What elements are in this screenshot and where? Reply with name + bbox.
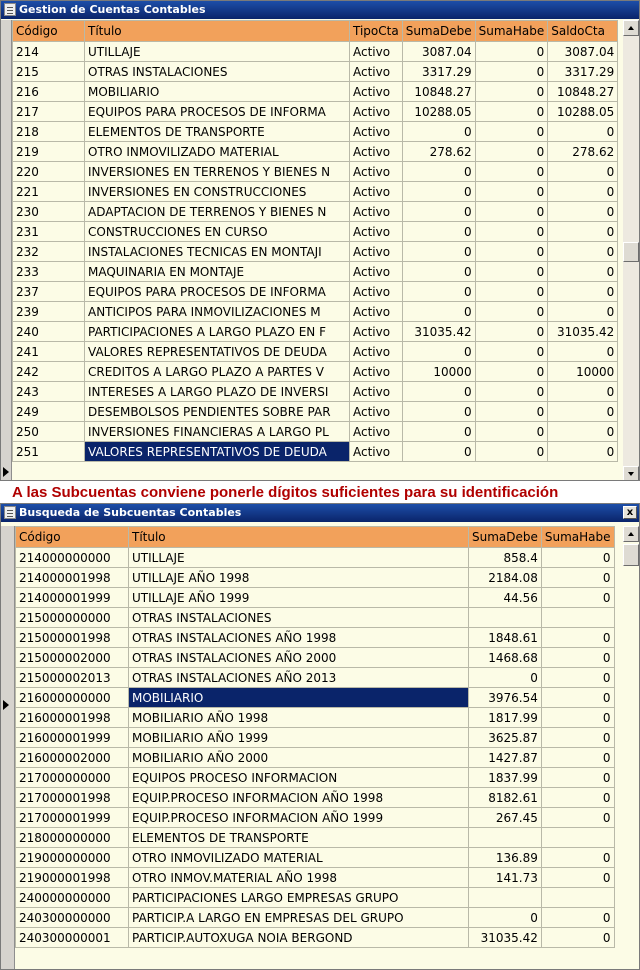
cell-sumadebe[interactable]: 858.4 [469, 548, 542, 568]
column-header-titulo[interactable]: Título [85, 21, 350, 42]
cell-titulo[interactable]: PARTICIPACIONES A LARGO PLAZO EN F [85, 322, 350, 342]
table-row[interactable] [13, 242, 618, 262]
cell-codigo[interactable]: 216 [13, 82, 85, 102]
cell-saldocta[interactable]: 0 [548, 342, 618, 362]
app-icon [4, 3, 16, 16]
cell-titulo[interactable]: UTILLAJE [129, 548, 469, 568]
cell-saldocta[interactable]: 278.62 [548, 142, 618, 162]
cell-sumahabe[interactable]: 0 [475, 222, 548, 242]
cell-tipocta[interactable]: Activo [350, 342, 403, 362]
cell-sumahabe[interactable] [541, 828, 614, 848]
table-row[interactable] [13, 102, 618, 122]
cell-titulo[interactable]: OTRAS INSTALACIONES [85, 62, 350, 82]
table-row[interactable] [16, 548, 615, 568]
cell-codigo[interactable]: 241 [13, 342, 85, 362]
cell-sumahabe[interactable]: 0 [475, 262, 548, 282]
cell-titulo[interactable]: INVERSIONES FINANCIERAS A LARGO PL [85, 422, 350, 442]
cell-codigo[interactable]: 214 [13, 42, 85, 62]
cell-titulo[interactable]: OTRAS INSTALACIONES [129, 608, 469, 628]
cell-titulo[interactable]: MOBILIARIO AÑO 1998 [129, 708, 469, 728]
cell-sumahabe[interactable]: 0 [475, 382, 548, 402]
accounts-vertical-scrollbar[interactable] [623, 20, 639, 481]
cell-titulo[interactable]: UTILLAJE [85, 42, 350, 62]
cell-codigo[interactable]: 216000000000 [16, 688, 129, 708]
table-row[interactable] [13, 282, 618, 302]
cell-saldocta[interactable]: 0 [548, 282, 618, 302]
scroll-up-arrow-icon[interactable] [623, 20, 639, 36]
cell-sumadebe[interactable]: 0 [402, 442, 475, 462]
cell-sumadebe[interactable]: 31035.42 [469, 928, 542, 948]
cell-tipocta[interactable]: Activo [350, 242, 403, 262]
cell-sumahabe[interactable]: 0 [541, 588, 614, 608]
cell-sumadebe[interactable]: 8182.61 [469, 788, 542, 808]
cell-titulo[interactable]: PARTICIP.A LARGO EN EMPRESAS DEL GRUPO [129, 908, 469, 928]
cell-sumadebe[interactable]: 10848.27 [402, 82, 475, 102]
cell-sumahabe[interactable]: 0 [541, 628, 614, 648]
table-row[interactable] [16, 628, 615, 648]
cell-titulo[interactable]: MOBILIARIO AÑO 1999 [129, 728, 469, 748]
cell-sumadebe[interactable] [469, 828, 542, 848]
table-row[interactable] [16, 748, 615, 768]
cell-codigo[interactable]: 217 [13, 102, 85, 122]
column-header-codigo[interactable]: Código [13, 21, 85, 42]
cell-titulo[interactable]: OTRAS INSTALACIONES AÑO 2000 [129, 648, 469, 668]
cell-codigo[interactable]: 219000000000 [16, 848, 129, 868]
cell-codigo[interactable]: 215000002000 [16, 648, 129, 668]
cell-tipocta[interactable]: Activo [350, 142, 403, 162]
column-header-titulo[interactable]: Título [129, 527, 469, 548]
cell-sumahabe[interactable]: 0 [475, 242, 548, 262]
cell-sumadebe[interactable]: 0 [402, 402, 475, 422]
accounts-window-titlebar[interactable] [1, 1, 639, 19]
cell-tipocta[interactable]: Activo [350, 282, 403, 302]
caption-text: A las Subcuentas conviene ponerle dígitos suficientes para su identificación [12, 484, 559, 501]
cell-tipocta[interactable]: Activo [350, 162, 403, 182]
cell-titulo[interactable]: OTRO INMOVILIZADO MATERIAL [85, 142, 350, 162]
cell-saldocta[interactable]: 0 [548, 222, 618, 242]
cell-codigo[interactable]: 214000001998 [16, 568, 129, 588]
cell-titulo[interactable]: OTRO INMOVILIZADO MATERIAL [129, 848, 469, 868]
subaccounts-vertical-scrollbar[interactable] [623, 526, 639, 970]
table-row[interactable] [16, 848, 615, 868]
cell-saldocta[interactable]: 0 [548, 202, 618, 222]
cell-codigo[interactable]: 215000002013 [16, 668, 129, 688]
table-row[interactable] [13, 322, 618, 342]
cell-saldocta[interactable]: 0 [548, 182, 618, 202]
cell-sumadebe[interactable]: 3625.87 [469, 728, 542, 748]
column-header-sumadebe[interactable]: SumaDebe [402, 21, 475, 42]
cell-tipocta[interactable]: Activo [350, 362, 403, 382]
cell-sumahabe[interactable]: 0 [475, 422, 548, 442]
table-row[interactable] [16, 768, 615, 788]
cell-saldocta[interactable]: 0 [548, 242, 618, 262]
table-row[interactable] [16, 588, 615, 608]
cell-sumahabe[interactable]: 0 [541, 868, 614, 888]
cell-sumahabe[interactable] [541, 888, 614, 908]
cell-codigo[interactable]: 219000001998 [16, 868, 129, 888]
cell-codigo[interactable]: 216000001998 [16, 708, 129, 728]
cell-sumahabe[interactable]: 0 [541, 748, 614, 768]
table-row[interactable] [13, 202, 618, 222]
cell-sumadebe[interactable]: 1427.87 [469, 748, 542, 768]
cell-sumadebe[interactable]: 1468.68 [469, 648, 542, 668]
cell-titulo[interactable]: INTERESES A LARGO PLAZO DE INVERSI [85, 382, 350, 402]
cell-codigo[interactable]: 217000001999 [16, 808, 129, 828]
cell-titulo[interactable]: EQUIPOS PARA PROCESOS DE INFORMA [85, 102, 350, 122]
cell-titulo[interactable]: INSTALACIONES TECNICAS EN MONTAJI [85, 242, 350, 262]
cell-sumahabe[interactable]: 0 [541, 688, 614, 708]
cell-saldocta[interactable]: 0 [548, 162, 618, 182]
cell-sumadebe[interactable]: 10288.05 [402, 102, 475, 122]
cell-codigo[interactable]: 230 [13, 202, 85, 222]
table-row[interactable] [16, 608, 615, 628]
cell-sumahabe[interactable]: 0 [475, 62, 548, 82]
cell-tipocta[interactable]: Activo [350, 382, 403, 402]
cell-codigo[interactable]: 231 [13, 222, 85, 242]
cell-sumahabe[interactable]: 0 [541, 728, 614, 748]
cell-sumadebe[interactable] [469, 608, 542, 628]
cell-titulo[interactable]: MOBILIARIO [85, 82, 350, 102]
cell-saldocta[interactable]: 10000 [548, 362, 618, 382]
cell-codigo[interactable]: 232 [13, 242, 85, 262]
cell-sumahabe[interactable]: 0 [475, 362, 548, 382]
cell-codigo[interactable]: 214000000000 [16, 548, 129, 568]
table-row[interactable] [16, 668, 615, 688]
accounts-grid [12, 20, 618, 462]
cell-tipocta[interactable]: Activo [350, 402, 403, 422]
table-row[interactable] [16, 828, 615, 848]
cell-sumadebe[interactable]: 0 [402, 182, 475, 202]
cell-sumadebe[interactable]: 0 [402, 202, 475, 222]
cell-codigo[interactable]: 240300000001 [16, 928, 129, 948]
table-row[interactable] [16, 688, 615, 708]
table-row[interactable] [13, 142, 618, 162]
cell-sumadebe[interactable]: 1837.99 [469, 768, 542, 788]
table-row[interactable] [13, 362, 618, 382]
accounts-window-title: Gestion de Cuentas Contables [19, 3, 206, 16]
cell-sumadebe[interactable]: 0 [402, 162, 475, 182]
cell-sumadebe[interactable]: 1817.99 [469, 708, 542, 728]
column-header-tipocta[interactable]: TipoCta [350, 21, 403, 42]
table-row[interactable] [16, 868, 615, 888]
cell-codigo[interactable]: 220 [13, 162, 85, 182]
cell-saldocta[interactable]: 0 [548, 122, 618, 142]
table-row[interactable] [13, 62, 618, 82]
cell-titulo[interactable]: EQUIPOS PROCESO INFORMACION [129, 768, 469, 788]
cell-codigo[interactable]: 249 [13, 402, 85, 422]
cell-sumadebe[interactable]: 3087.04 [402, 42, 475, 62]
table-row[interactable] [16, 728, 615, 748]
cell-sumadebe[interactable]: 267.45 [469, 808, 542, 828]
cell-titulo[interactable]: PARTICIP.AUTOXUGA NOIA BERGOND [129, 928, 469, 948]
column-header-sumahabe[interactable]: SumaHabe [541, 527, 614, 548]
cell-codigo[interactable]: 233 [13, 262, 85, 282]
subaccounts-grid [15, 526, 615, 948]
cell-codigo[interactable]: 216000002000 [16, 748, 129, 768]
cell-sumadebe[interactable]: 0 [402, 242, 475, 262]
table-row[interactable] [13, 122, 618, 142]
cell-titulo[interactable]: ADAPTACION DE TERRENOS Y BIENES N [85, 202, 350, 222]
cell-sumahabe[interactable]: 0 [475, 122, 548, 142]
subaccounts-window-title: Busqueda de Subcuentas Contables [19, 506, 242, 519]
cell-saldocta[interactable]: 0 [548, 442, 618, 462]
cell-saldocta[interactable]: 3317.29 [548, 62, 618, 82]
cell-codigo[interactable]: 214000001999 [16, 588, 129, 608]
cell-sumahabe[interactable]: 0 [475, 42, 548, 62]
cell-sumahabe[interactable]: 0 [541, 768, 614, 788]
cell-tipocta[interactable]: Activo [350, 122, 403, 142]
cell-saldocta[interactable]: 10288.05 [548, 102, 618, 122]
cell-sumadebe[interactable] [469, 888, 542, 908]
table-row[interactable] [16, 568, 615, 588]
table-row[interactable] [13, 42, 618, 62]
scroll-thumb[interactable] [623, 242, 639, 262]
table-row[interactable] [16, 708, 615, 728]
cell-titulo[interactable]: OTRAS INSTALACIONES AÑO 2013 [129, 668, 469, 688]
cell-saldocta[interactable]: 0 [548, 262, 618, 282]
column-header-saldocta[interactable]: SaldoCta [548, 21, 618, 42]
cell-sumadebe[interactable]: 3976.54 [469, 688, 542, 708]
cell-codigo[interactable]: 218000000000 [16, 828, 129, 848]
cell-sumahabe[interactable]: 0 [475, 102, 548, 122]
cell-titulo[interactable]: EQUIP.PROCESO INFORMACION AÑO 1998 [129, 788, 469, 808]
cell-sumahabe[interactable]: 0 [475, 442, 548, 462]
cell-tipocta[interactable]: Activo [350, 82, 403, 102]
cell-sumahabe[interactable]: 0 [475, 282, 548, 302]
cell-sumahabe[interactable]: 0 [541, 568, 614, 588]
cell-titulo[interactable]: OTRO INMOV.MATERIAL AÑO 1998 [129, 868, 469, 888]
cell-saldocta[interactable]: 0 [548, 422, 618, 442]
cell-sumahabe[interactable] [541, 608, 614, 628]
cell-saldocta[interactable]: 0 [548, 402, 618, 422]
cell-titulo[interactable]: VALORES REPRESENTATIVOS DE DEUDA [85, 342, 350, 362]
cell-sumahabe[interactable]: 0 [541, 708, 614, 728]
cell-tipocta[interactable]: Activo [350, 182, 403, 202]
table-row[interactable] [16, 808, 615, 828]
table-row[interactable] [16, 928, 615, 948]
cell-tipocta[interactable]: Activo [350, 302, 403, 322]
table-row[interactable] [13, 162, 618, 182]
cell-sumahabe[interactable]: 0 [541, 848, 614, 868]
cell-sumahabe[interactable]: 0 [541, 788, 614, 808]
cell-sumahabe[interactable]: 0 [541, 548, 614, 568]
table-row[interactable] [16, 888, 615, 908]
cell-titulo[interactable]: ANTICIPOS PARA INMOVILIZACIONES M [85, 302, 350, 322]
scroll-thumb[interactable] [623, 544, 639, 566]
table-row[interactable] [13, 182, 618, 202]
cell-sumahabe[interactable]: 0 [541, 808, 614, 828]
cell-saldocta[interactable]: 3087.04 [548, 42, 618, 62]
cell-tipocta[interactable]: Activo [350, 322, 403, 342]
table-row[interactable] [13, 222, 618, 242]
cell-sumadebe[interactable]: 10000 [402, 362, 475, 382]
cell-sumadebe[interactable]: 3317.29 [402, 62, 475, 82]
scroll-down-arrow-icon[interactable] [623, 466, 639, 481]
current-record-pointer-icon [3, 467, 9, 477]
cell-titulo[interactable]: INVERSIONES EN CONSTRUCCIONES [85, 182, 350, 202]
cell-titulo[interactable]: CREDITOS A LARGO PLAZO A PARTES V [85, 362, 350, 382]
table-row[interactable] [13, 382, 618, 402]
cell-codigo[interactable]: 239 [13, 302, 85, 322]
cell-sumahabe[interactable]: 0 [541, 648, 614, 668]
cell-sumadebe[interactable]: 0 [402, 122, 475, 142]
cell-sumahabe[interactable]: 0 [475, 162, 548, 182]
cell-codigo[interactable]: 218 [13, 122, 85, 142]
cell-codigo[interactable]: 250 [13, 422, 85, 442]
subaccounts-window-titlebar[interactable] [1, 504, 639, 522]
cell-codigo[interactable]: 237 [13, 282, 85, 302]
cell-sumahabe[interactable]: 0 [541, 928, 614, 948]
table-row[interactable] [13, 402, 618, 422]
cell-titulo[interactable]: EQUIP.PROCESO INFORMACION AÑO 1999 [129, 808, 469, 828]
cell-codigo[interactable]: 240 [13, 322, 85, 342]
cell-saldocta[interactable]: 31035.42 [548, 322, 618, 342]
cell-titulo[interactable]: MAQUINARIA EN MONTAJE [85, 262, 350, 282]
table-row[interactable] [13, 422, 618, 442]
cell-sumahabe[interactable]: 0 [475, 142, 548, 162]
cell-titulo[interactable]: UTILLAJE AÑO 1999 [129, 588, 469, 608]
cell-sumahabe[interactable]: 0 [475, 202, 548, 222]
table-row[interactable] [13, 302, 618, 322]
table-row[interactable] [16, 788, 615, 808]
cell-sumadebe[interactable]: 0 [469, 908, 542, 928]
cell-sumahabe[interactable]: 0 [475, 182, 548, 202]
current-record-pointer-icon [3, 700, 9, 710]
cell-tipocta[interactable]: Activo [350, 42, 403, 62]
cell-sumahabe[interactable]: 0 [475, 302, 548, 322]
cell-sumadebe[interactable]: 2184.08 [469, 568, 542, 588]
table-row[interactable] [13, 442, 618, 462]
table-row[interactable] [13, 342, 618, 362]
cell-codigo[interactable]: 217000001998 [16, 788, 129, 808]
cell-codigo[interactable]: 251 [13, 442, 85, 462]
cell-codigo[interactable]: 219 [13, 142, 85, 162]
cell-sumadebe[interactable]: 31035.42 [402, 322, 475, 342]
cell-codigo[interactable]: 215000001998 [16, 628, 129, 648]
cell-codigo[interactable]: 221 [13, 182, 85, 202]
cell-titulo[interactable]: INVERSIONES EN TERRENOS Y BIENES N [85, 162, 350, 182]
cell-titulo[interactable]: MOBILIARIO [129, 688, 469, 708]
cell-sumahabe[interactable]: 0 [475, 402, 548, 422]
cell-sumahabe[interactable]: 0 [475, 342, 548, 362]
cell-sumadebe[interactable]: 0 [402, 222, 475, 242]
cell-sumadebe[interactable]: 1848.61 [469, 628, 542, 648]
cell-sumahabe[interactable]: 0 [541, 668, 614, 688]
accounts-window [0, 0, 640, 481]
table-row[interactable] [13, 262, 618, 282]
cell-titulo[interactable]: MOBILIARIO AÑO 2000 [129, 748, 469, 768]
cell-titulo[interactable]: ELEMENTOS DE TRANSPORTE [85, 122, 350, 142]
cell-titulo[interactable]: ELEMENTOS DE TRANSPORTE [129, 828, 469, 848]
cell-codigo[interactable]: 215 [13, 62, 85, 82]
scroll-up-arrow-icon[interactable] [623, 526, 639, 542]
cell-titulo[interactable]: EQUIPOS PARA PROCESOS DE INFORMA [85, 282, 350, 302]
cell-sumadebe[interactable]: 136.89 [469, 848, 542, 868]
cell-tipocta[interactable]: Activo [350, 442, 403, 462]
close-icon[interactable]: x [623, 506, 637, 519]
cell-sumadebe[interactable]: 278.62 [402, 142, 475, 162]
cell-sumadebe[interactable]: 0 [402, 262, 475, 282]
cell-codigo[interactable]: 217000000000 [16, 768, 129, 788]
column-header-sumadebe[interactable]: SumaDebe [469, 527, 542, 548]
cell-sumadebe[interactable]: 0 [469, 668, 542, 688]
cell-titulo[interactable]: CONSTRUCCIONES EN CURSO [85, 222, 350, 242]
cell-codigo[interactable]: 240000000000 [16, 888, 129, 908]
cell-codigo[interactable]: 216000001999 [16, 728, 129, 748]
cell-titulo[interactable]: UTILLAJE AÑO 1998 [129, 568, 469, 588]
table-row[interactable] [16, 908, 615, 928]
table-row[interactable] [16, 648, 615, 668]
column-header-codigo[interactable]: Código [16, 527, 129, 548]
cell-titulo[interactable]: PARTICIPACIONES LARGO EMPRESAS GRUPO [129, 888, 469, 908]
app-icon [4, 506, 16, 519]
cell-saldocta[interactable]: 0 [548, 382, 618, 402]
cell-sumadebe[interactable]: 0 [402, 302, 475, 322]
cell-sumadebe[interactable]: 0 [402, 282, 475, 302]
cell-titulo[interactable]: DESEMBOLSOS PENDIENTES SOBRE PAR [85, 402, 350, 422]
cell-sumadebe[interactable]: 0 [402, 422, 475, 442]
cell-codigo[interactable]: 243 [13, 382, 85, 402]
cell-saldocta[interactable]: 0 [548, 302, 618, 322]
cell-tipocta[interactable]: Activo [350, 102, 403, 122]
cell-titulo[interactable]: OTRAS INSTALACIONES AÑO 1998 [129, 628, 469, 648]
subaccounts-window [0, 503, 640, 970]
cell-tipocta[interactable]: Activo [350, 222, 403, 242]
cell-sumahabe[interactable]: 0 [541, 908, 614, 928]
cell-tipocta[interactable]: Activo [350, 262, 403, 282]
cell-tipocta[interactable]: Activo [350, 422, 403, 442]
table-row[interactable] [13, 82, 618, 102]
cell-sumadebe[interactable]: 141.73 [469, 868, 542, 888]
cell-sumahabe[interactable]: 0 [475, 82, 548, 102]
column-header-sumahabe[interactable]: SumaHabe [475, 21, 548, 42]
cell-titulo[interactable]: VALORES REPRESENTATIVOS DE DEUDA [85, 442, 350, 462]
cell-tipocta[interactable]: Activo [350, 62, 403, 82]
cell-tipocta[interactable]: Activo [350, 202, 403, 222]
cell-codigo[interactable]: 240300000000 [16, 908, 129, 928]
cell-codigo[interactable]: 215000000000 [16, 608, 129, 628]
cell-sumadebe[interactable]: 0 [402, 382, 475, 402]
cell-sumadebe[interactable]: 44.56 [469, 588, 542, 608]
cell-sumadebe[interactable]: 0 [402, 342, 475, 362]
cell-codigo[interactable]: 242 [13, 362, 85, 382]
cell-sumahabe[interactable]: 0 [475, 322, 548, 342]
cell-saldocta[interactable]: 10848.27 [548, 82, 618, 102]
